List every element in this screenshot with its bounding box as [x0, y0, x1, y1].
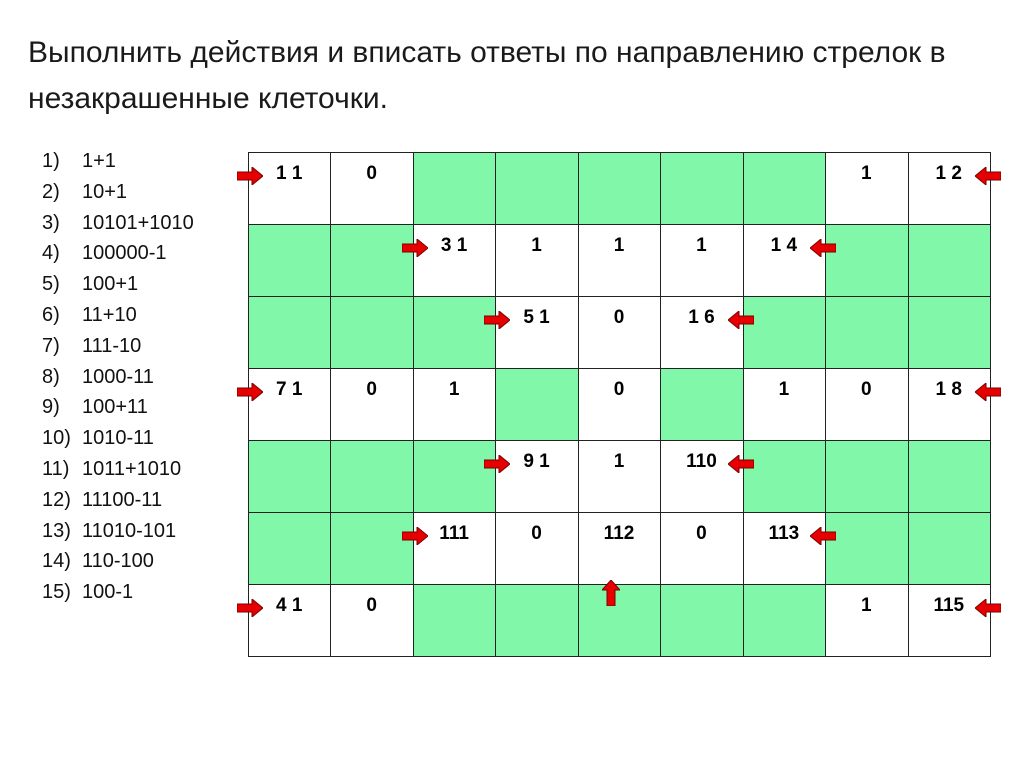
grid-cell-shaded: [330, 440, 413, 513]
grid-cell-value: 1 4: [770, 234, 798, 256]
task-number: 14): [42, 550, 71, 573]
arrow-right-icon: [402, 527, 428, 545]
task-item: [42, 146, 194, 177]
task-expression: 1000-11: [82, 365, 154, 388]
task-item: [42, 546, 194, 577]
arrow-left-icon: [975, 167, 1001, 185]
grid-cell-value: 0: [366, 594, 377, 616]
grid-cell-value: 4 1: [276, 594, 303, 616]
task-item: [42, 269, 194, 300]
grid-cell-shaded: [413, 152, 496, 225]
grid-cell-value: 1: [613, 234, 625, 256]
grid-cell-value: 1 1: [276, 162, 303, 184]
task-expression: 11010-101: [82, 519, 177, 542]
task-number: 4): [42, 242, 60, 265]
grid-cell-value: 111: [439, 522, 469, 544]
grid-cell-shaded: [578, 152, 661, 225]
task-expression: 1010-11: [82, 427, 154, 450]
arrow-right-icon: [484, 311, 510, 329]
task-expression: 100-1: [82, 581, 134, 604]
arrow-left-icon: [810, 527, 836, 545]
grid-cell-shaded: [660, 368, 743, 441]
grid-cell-value: 1 2: [935, 162, 962, 184]
grid-cell-shaded: [248, 440, 331, 513]
task-number: 15): [42, 581, 71, 604]
grid-cell-shaded: [413, 584, 496, 657]
grid-cell-value: 1: [778, 378, 790, 400]
grid-cell-shaded: [495, 368, 578, 441]
task-item: [42, 485, 194, 516]
task-number: 7): [42, 334, 60, 357]
grid-cell-shaded: [248, 296, 331, 369]
task-item: [42, 392, 194, 423]
grid-cell-shaded: [248, 512, 331, 585]
task-item: [42, 208, 194, 239]
grid-cell-value: 1: [448, 378, 460, 400]
task-item: [42, 577, 194, 608]
arrow-left-icon: [728, 311, 754, 329]
grid-cell-shaded: [825, 296, 908, 369]
grid-cell-value: 0: [861, 378, 872, 400]
arrow-right-icon: [237, 167, 263, 185]
grid-cell-shaded: [908, 296, 991, 369]
task-item: [42, 300, 194, 331]
arrow-right-icon: [402, 239, 428, 257]
grid-cell-value: 113: [768, 522, 800, 544]
task-item: [42, 238, 194, 269]
task-number: 11): [42, 457, 70, 480]
grid-cell-value: 0: [696, 522, 707, 544]
grid-cell-shaded: [660, 152, 743, 225]
grid-cell-shaded: [248, 224, 331, 297]
grid-cell-value: 110: [686, 450, 717, 472]
task-item: [42, 423, 194, 454]
task-item: [42, 331, 194, 362]
arrow-right-icon: [237, 383, 263, 401]
grid-cell-value: 5 1: [523, 306, 550, 328]
grid-cell-shaded: [495, 584, 578, 657]
grid-cell-value: 0: [613, 378, 625, 400]
grid-cell-value: 0: [366, 378, 377, 400]
grid-cell-shaded: [495, 152, 578, 225]
task-expression: 10101+1010: [82, 211, 194, 234]
grid-cell-value: 1 8: [935, 378, 962, 400]
task-number: 3): [42, 211, 60, 234]
grid-cell-shaded: [908, 512, 991, 585]
grid-cell-value: 1: [613, 450, 625, 472]
task-number: 2): [42, 180, 60, 203]
grid-cell-value: 115: [933, 594, 965, 616]
task-expression: 111-10: [82, 334, 142, 357]
grid-cell-value: 0: [531, 522, 542, 544]
task-number: 5): [42, 273, 60, 296]
arrow-right-icon: [484, 455, 510, 473]
task-expression: 11100-11: [82, 488, 163, 511]
task-number: 10): [42, 427, 71, 450]
grid-cell-shaded: [743, 296, 826, 369]
grid-cell-shaded: [908, 440, 991, 513]
task-expression: 11+10: [82, 303, 137, 326]
grid-cell-shaded: [743, 584, 826, 657]
task-number: 12): [42, 488, 71, 511]
grid-cell-shaded: [743, 152, 826, 225]
task-expression: 110-100: [82, 550, 154, 573]
grid-cell-value: 9 1: [523, 450, 550, 472]
grid-cell-shaded: [330, 224, 413, 297]
task-number: 1): [42, 150, 60, 172]
task-number: 13): [42, 519, 71, 542]
task-expression: 1011+1010: [82, 457, 182, 480]
arrow-up-icon: [602, 580, 620, 606]
grid-cell-value: 1 6: [688, 306, 715, 328]
grid-cell-shaded: [825, 512, 908, 585]
arrow-right-icon: [237, 599, 263, 617]
task-item: [42, 362, 194, 393]
task-number: 9): [42, 396, 60, 419]
grid-cell-shaded: [660, 584, 743, 657]
crossword-grid: [248, 152, 990, 656]
grid-cell-shaded: [825, 440, 908, 513]
task-expression: 10+1: [82, 180, 128, 203]
task-number: 6): [42, 303, 60, 326]
task-item: [42, 516, 194, 547]
task-expression: 100000-1: [82, 242, 167, 265]
arrow-left-icon: [975, 599, 1001, 617]
arrow-left-icon: [810, 239, 836, 257]
grid-cell-value: 112: [603, 522, 635, 544]
task-item: [42, 454, 194, 485]
task-expression: 100+1: [82, 273, 139, 296]
task-expression: 100+11: [82, 396, 148, 419]
arrow-left-icon: [728, 455, 754, 473]
arrow-left-icon: [975, 383, 1001, 401]
task-expression: 1+1: [82, 150, 116, 172]
grid-cell-value: 0: [366, 162, 377, 184]
task-item: [42, 177, 194, 208]
grid-cell-value: 1: [861, 594, 872, 616]
grid-cell-shaded: [330, 296, 413, 369]
grid-cell-shaded: [330, 512, 413, 585]
grid-cell-shaded: [908, 224, 991, 297]
grid-cell-value: 7 1: [276, 378, 303, 400]
task-number: 8): [42, 365, 60, 388]
grid-cell-value: 1: [531, 234, 542, 256]
grid-cell-value: 1: [861, 162, 872, 184]
task-list: [42, 146, 194, 608]
grid-cell-value: 1: [696, 234, 707, 256]
grid-cell-value: 3 1: [440, 234, 468, 256]
grid-cell-shaded: [413, 440, 496, 513]
slide-title: Выполнить действия и вписать ответы по направлению стрелок в незакрашенные клеточки.: [28, 36, 946, 115]
grid-cell-shaded: [743, 440, 826, 513]
grid-cell-shaded: [825, 224, 908, 297]
grid-cell-shaded: [413, 296, 496, 369]
grid-cell-value: 0: [613, 306, 625, 328]
